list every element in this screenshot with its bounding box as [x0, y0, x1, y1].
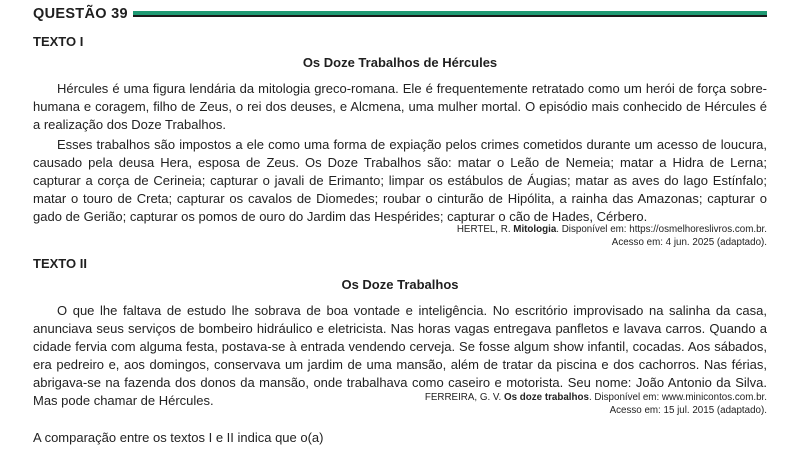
question-stem: A comparação entre os textos I e II indica que o(a) — [33, 430, 324, 445]
text1-source-line1 — [267, 223, 767, 236]
text2-source-availability: . Disponível em: www.minicontos.com.br. — [588, 392, 767, 403]
text1-source-availability: . Disponível em: https://osmelhoreslivros.com.br. — [556, 224, 767, 235]
header-divider — [133, 11, 767, 17]
text1-source-author: HERTEL, R. — [456, 224, 511, 235]
text2-source — [267, 391, 767, 417]
text2-source-access: Acesso em: 15 jul. 2015 (adaptado). — [609, 405, 767, 416]
text1-paragraph-2: Esses trabalhos são impostos a ele como uma forma de expiação pelos crimes cometidos durante um acesso de loucura, causado pela deusa Hera, esposa de Zeus. Os Doze Trabalhos são: matar o Leão de Nemeia; matar a Hidra de Lerna; capturar a corça de Cerineia; capturar o javali de Erimanto; limpar os estábulos de Áugias; matar as aves do lago Estínfalo; matar o touro de Creta; capturar os cavalos de Diomedes; roubar o cinturão de Hipólita, a rainha das Amazonas; capturar o gado de Gerião; capturar os pomos de ouro do Jardim das Hespérides; capturar o cão de Hades, Cérbero. — [33, 137, 767, 224]
text1-source-work: Mitologia — [513, 224, 557, 235]
text2-paragraph-1: O que lhe faltava de estudo lhe sobrava de boa vontade e inteligência. No escritório improvisado na salinha da casa, anunciava seus serviços de bombeiro hidráulico e eletricista. Nas horas vagas entregava panfletos e lavava carros. Quando a cidade fervia com alguma festa, postava-se à entrada vendendo cerveja. Se fosse algum show infantil, cocadas. Aos sábados, era pedreiro e, aos domingos, conservava um jardim de uma mansão, além de tratar da piscina e dos cachorros. Nas férias, abrigava-se na fazenda dos donos da mansão, onde trabalhava como caseiro e motorista. Seu nome: João Antonio da Silva. Mas pode chamar de Hércules. — [33, 303, 767, 408]
text1-label: TEXTO I — [33, 34, 84, 49]
text1-title: Os Doze Trabalhos de Hércules — [302, 55, 498, 70]
text2-source-author: FERREIRA, G. V. — [424, 392, 502, 403]
question-number: QUESTÃO 39 — [33, 6, 128, 22]
text2-source-work: Os doze trabalhos — [504, 392, 589, 403]
text1-paragraph-1: Hércules é uma figura lendária da mitologia greco-romana. Ele é frequentemente retratado como um herói de força sobre-humana e coragem, filho de Zeus, o rei dos deuses, e Alcmena, uma mulher mortal. O episódio mais conhecido de Hércules é a realização dos Doze Trabalhos. — [33, 81, 767, 132]
text1-source-access: Acesso em: 4 jun. 2025 (adaptado). — [611, 237, 767, 248]
question-header — [33, 4, 767, 24]
text2-source-line1 — [267, 391, 767, 404]
text2-label: TEXTO II — [33, 256, 87, 271]
text1-source — [267, 223, 767, 249]
text2-title: Os Doze Trabalhos — [341, 277, 459, 292]
header-divider-line — [133, 15, 767, 17]
